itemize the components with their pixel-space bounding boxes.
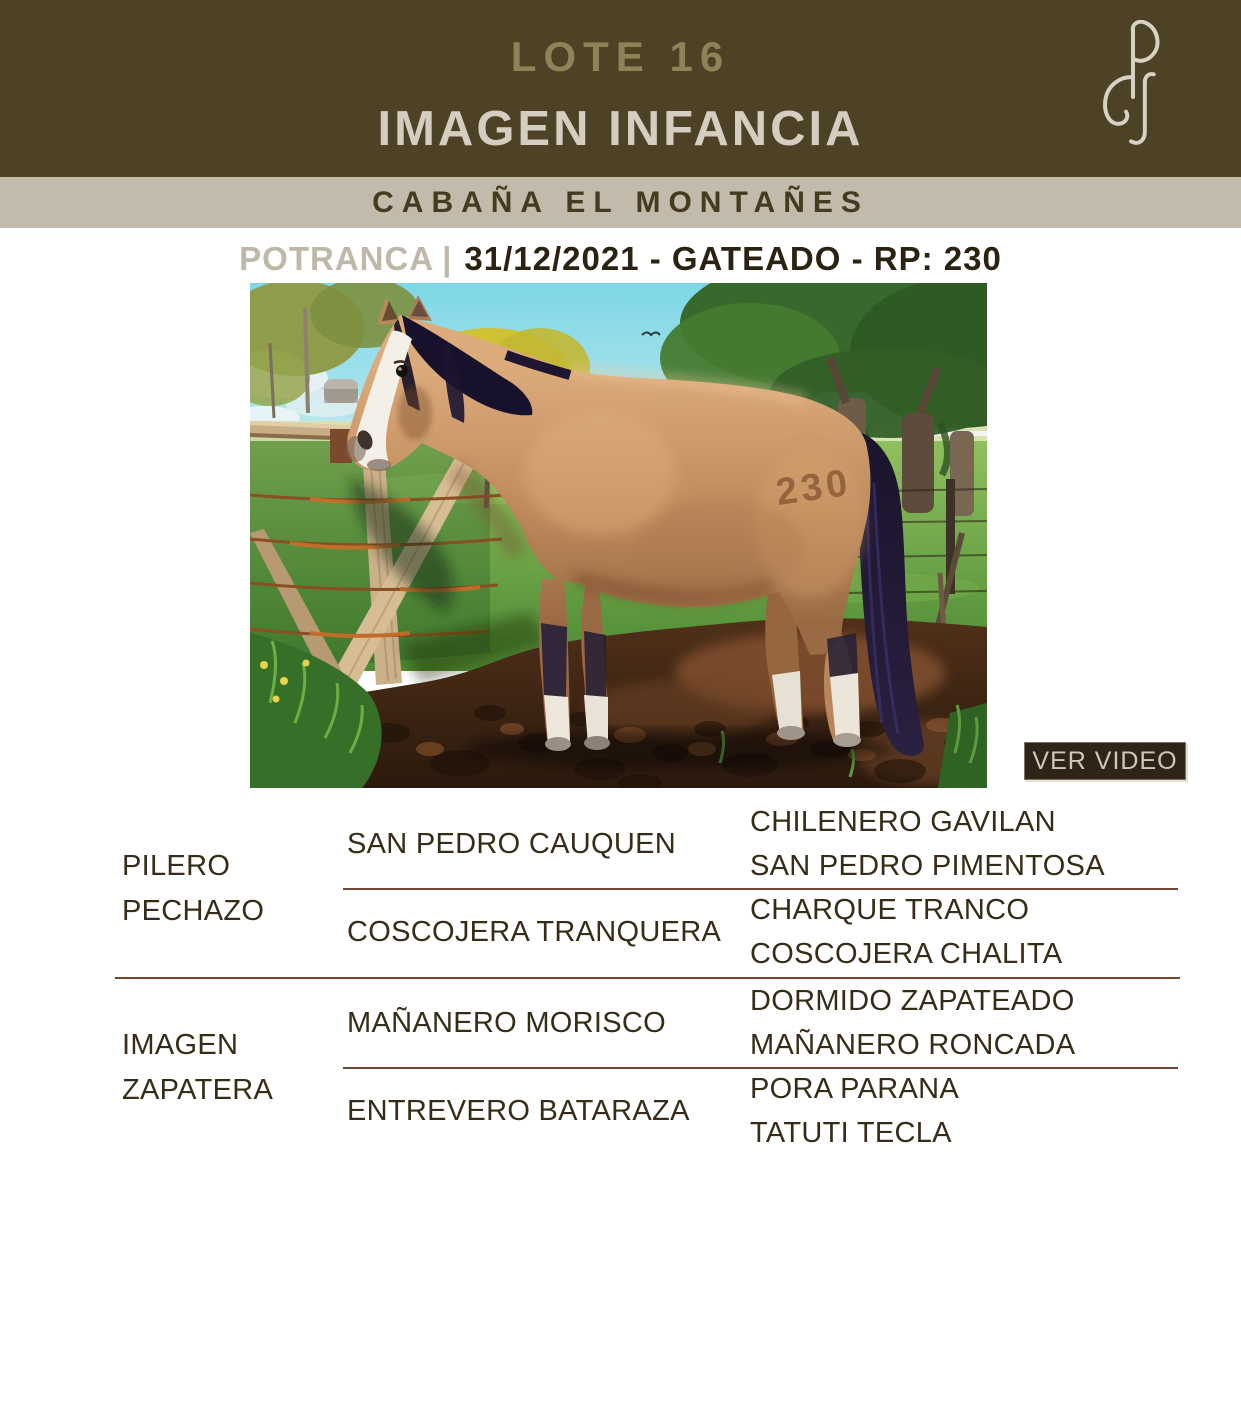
grandsire-name: MAÑANERO MORISCO (347, 1006, 666, 1039)
grandsire-name: SAN PEDRO CAUQUEN (347, 827, 676, 860)
horse-photo (250, 283, 987, 788)
horse-photo-illustration (250, 283, 987, 788)
great-grandparent-name: COSCOJERA CHALITA (750, 938, 1063, 971)
dam-name-line2: ZAPATERA (122, 1073, 274, 1106)
cabana-name: CABAÑA EL MONTAÑES (372, 185, 869, 219)
dam-name (122, 1023, 273, 1113)
pedigree-section-sire-line (115, 800, 1180, 977)
brand-number: 230 (773, 461, 854, 514)
separator: | (442, 240, 453, 277)
subtitle-line (0, 240, 1241, 278)
divider-line (343, 1067, 1178, 1069)
great-grandparent-name: DORMIDO ZAPATEADO (750, 984, 1075, 1017)
sire-name-line1: PILERO (122, 849, 231, 882)
sire-name (122, 844, 264, 934)
great-grandparent-name: SAN PEDRO PIMENTOSA (750, 849, 1105, 882)
granddam-name: COSCOJERA TRANQUERA (347, 916, 722, 949)
pedigree-table (115, 800, 1180, 1156)
cabana-band (0, 177, 1241, 228)
sire-name-line2: PECHAZO (122, 894, 265, 927)
dam-name-line1: IMAGEN (122, 1028, 239, 1061)
pedigree-section-dam-line (115, 979, 1180, 1156)
cabana-brand-logo-icon (1095, 20, 1171, 166)
divider-line (343, 888, 1178, 890)
lot-label: LOTE 16 (510, 33, 731, 80)
header (0, 0, 1241, 177)
great-grandparent-name: TATUTI TECLA (750, 1117, 952, 1150)
category-label: POTRANCA (239, 240, 435, 277)
great-grandparent-name: CHARQUE TRANCO (750, 894, 1030, 927)
great-grandparent-name: CHILENERO GAVILAN (750, 805, 1056, 838)
horse-shadow (465, 729, 895, 769)
granddam-name: ENTREVERO BATARAZA (347, 1095, 690, 1128)
birthdate-coat-rp: 31/12/2021 - GATEADO - RP: 230 (464, 240, 1002, 277)
great-grandparent-name: PORA PARANA (750, 1073, 960, 1106)
ver-video-button[interactable]: VER VIDEO (1024, 742, 1186, 780)
page-title-horse-name: IMAGEN INFANCIA (377, 102, 864, 156)
great-grandparent-name: MAÑANERO RONCADA (750, 1028, 1076, 1061)
